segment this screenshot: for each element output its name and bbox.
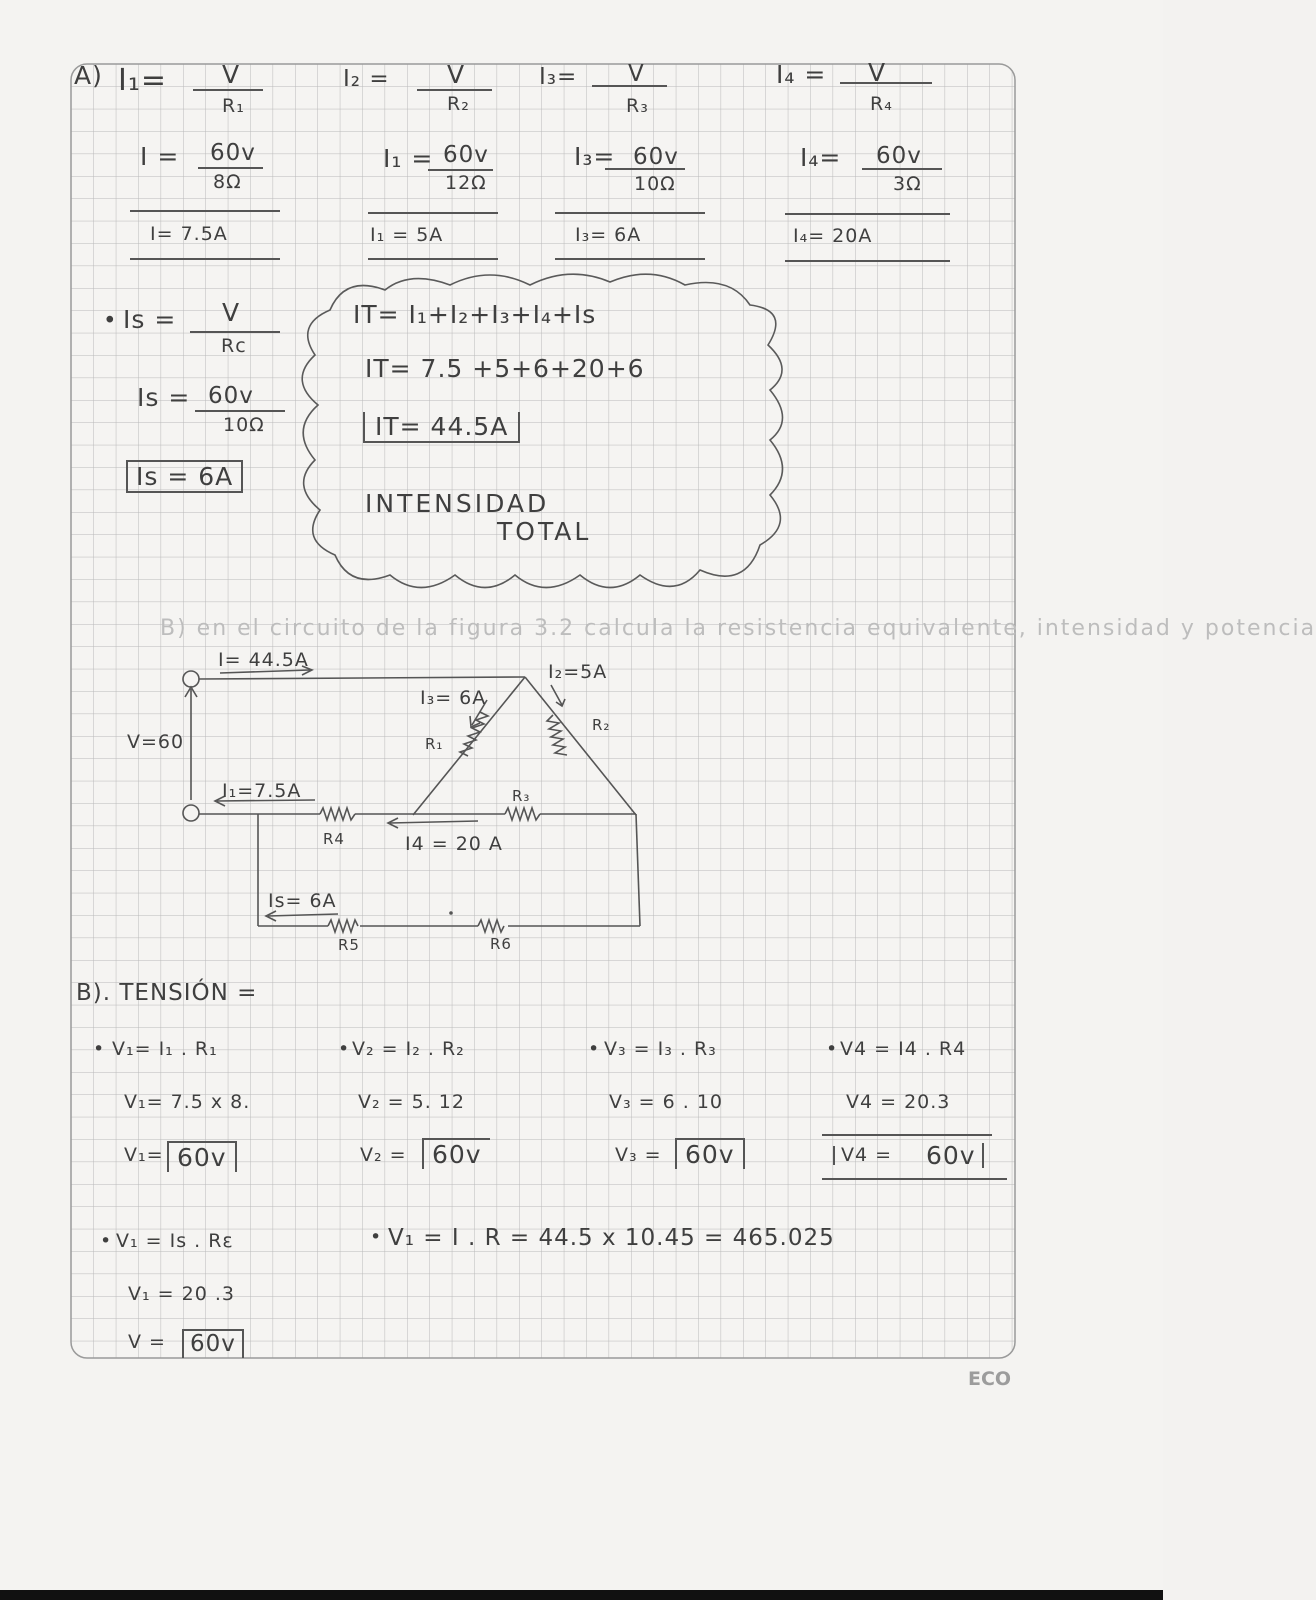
is-sub-num: 60v bbox=[208, 383, 254, 409]
total-caption-1: INTENSIDAD bbox=[365, 489, 550, 518]
v5-result: 60v bbox=[182, 1329, 244, 1358]
is-denominator: Rc bbox=[221, 335, 247, 357]
v4-result: 60v bbox=[926, 1143, 984, 1168]
eco-logo: ECO bbox=[968, 1368, 1012, 1390]
v2-formula: V₂ = I₂ . R₂ bbox=[352, 1038, 465, 1060]
v4-sub: V4 = 20.3 bbox=[846, 1091, 951, 1113]
v4-result-lhs: V4 = bbox=[833, 1146, 892, 1165]
is-sub-den: 10Ω bbox=[223, 414, 265, 436]
i3-numerator: V bbox=[628, 61, 645, 87]
i2-sub-num: 60v bbox=[443, 142, 489, 168]
total-formula: IT= I₁+I₂+I₃+I₄+Is bbox=[353, 300, 597, 329]
label-r4: R4 bbox=[323, 830, 345, 848]
v4-formula: V4 = I4 . R4 bbox=[840, 1038, 967, 1060]
v1-result: 60v bbox=[167, 1141, 237, 1172]
v1-sub: V₁= 7.5 x 8. bbox=[124, 1091, 251, 1113]
v2-result: 60v bbox=[422, 1138, 490, 1169]
i2-formula-lhs: I₂ = bbox=[343, 66, 390, 92]
bleed-through-text: B) en el circuito de la figura 3.2 calcula la resistencia equivalente, intensidad y potencia bbox=[160, 616, 1316, 641]
is-formula-lhs: Is = bbox=[123, 305, 177, 334]
v1-result-lhs: V₁= bbox=[124, 1144, 164, 1166]
section-a-label: A) bbox=[74, 61, 103, 90]
i1-denominator: R₁ bbox=[222, 95, 245, 117]
is-sub-lhs: Is = bbox=[137, 383, 191, 412]
label-i2: I₂=5A bbox=[548, 661, 608, 683]
i3-sub-lhs: I₃= bbox=[574, 142, 616, 171]
label-voltage: V=60 bbox=[127, 731, 185, 753]
v5-sub: V₁ = 20 .3 bbox=[128, 1283, 235, 1305]
i4-denominator: R₄ bbox=[870, 93, 893, 115]
section-b-title: B). TENSIÓN = bbox=[76, 980, 258, 1006]
label-i-total: I= 44.5A bbox=[218, 649, 309, 671]
label-r2: R₂ bbox=[592, 716, 611, 734]
label-r5: R5 bbox=[338, 936, 360, 954]
i4-formula-lhs: I₄ = bbox=[776, 60, 827, 89]
i4-sub-lhs: I₄= bbox=[800, 143, 842, 172]
i2-sub-lhs: I₁ = bbox=[383, 144, 434, 173]
vt-formula: V₁ = I . R = 44.5 x 10.45 = 465.025 bbox=[388, 1225, 835, 1251]
label-r6: R6 bbox=[490, 935, 512, 953]
label-i1: I₁=7.5A bbox=[222, 780, 302, 802]
i1-formula-lhs: I₁= bbox=[118, 63, 168, 98]
total-substitution: IT= 7.5 +5+6+20+6 bbox=[365, 354, 645, 383]
label-i4: I4 = 20 A bbox=[405, 833, 503, 855]
is-numerator: V bbox=[222, 298, 241, 327]
i3-formula-lhs: I₃= bbox=[539, 64, 578, 90]
label-r1: R₁ bbox=[425, 735, 444, 753]
i4-numerator: V bbox=[868, 58, 887, 87]
i1-sub-num: 60v bbox=[210, 140, 256, 166]
total-caption-2: TOTAL bbox=[497, 517, 592, 546]
i1-sub-lhs: I = bbox=[140, 142, 180, 171]
v2-result-lhs: V₂ = bbox=[360, 1144, 407, 1166]
i4-sub-num: 60v bbox=[876, 143, 922, 169]
i2-result: I₁ = 5A bbox=[370, 224, 444, 246]
i1-result: I= 7.5A bbox=[150, 223, 228, 245]
label-i3: I₃= 6A bbox=[420, 687, 487, 709]
i3-sub-num: 60v bbox=[633, 144, 679, 170]
i1-numerator: V bbox=[222, 60, 241, 89]
label-i5: Is= 6A bbox=[268, 890, 337, 912]
i2-numerator: V bbox=[447, 60, 466, 89]
i4-result: I₄= 20A bbox=[793, 225, 873, 247]
label-r3: R₃ bbox=[512, 787, 531, 805]
is-result: Is = 6A bbox=[126, 460, 243, 493]
i3-result: I₃= 6A bbox=[575, 224, 642, 246]
v3-sub: V₃ = 6 . 10 bbox=[609, 1091, 723, 1113]
v5-result-lhs: V = bbox=[128, 1331, 166, 1353]
v3-result: 60v bbox=[675, 1138, 745, 1169]
v3-result-lhs: V₃ = bbox=[615, 1144, 662, 1166]
v5-formula: V₁ = Is . Rε bbox=[116, 1230, 234, 1252]
v1-formula: V₁= I₁ . R₁ bbox=[112, 1038, 218, 1060]
i2-denominator: R₂ bbox=[447, 93, 470, 115]
total-result: IT= 44.5A bbox=[363, 412, 520, 443]
i2-sub-den: 12Ω bbox=[445, 172, 487, 194]
i1-sub-den: 8Ω bbox=[213, 171, 242, 193]
i4-sub-den: 3Ω bbox=[893, 173, 922, 195]
i3-sub-den: 10Ω bbox=[634, 173, 676, 195]
i3-denominator: R₃ bbox=[626, 95, 649, 117]
v2-sub: V₂ = 5. 12 bbox=[358, 1091, 465, 1113]
v3-formula: V₃ = I₃ . R₃ bbox=[604, 1038, 717, 1060]
